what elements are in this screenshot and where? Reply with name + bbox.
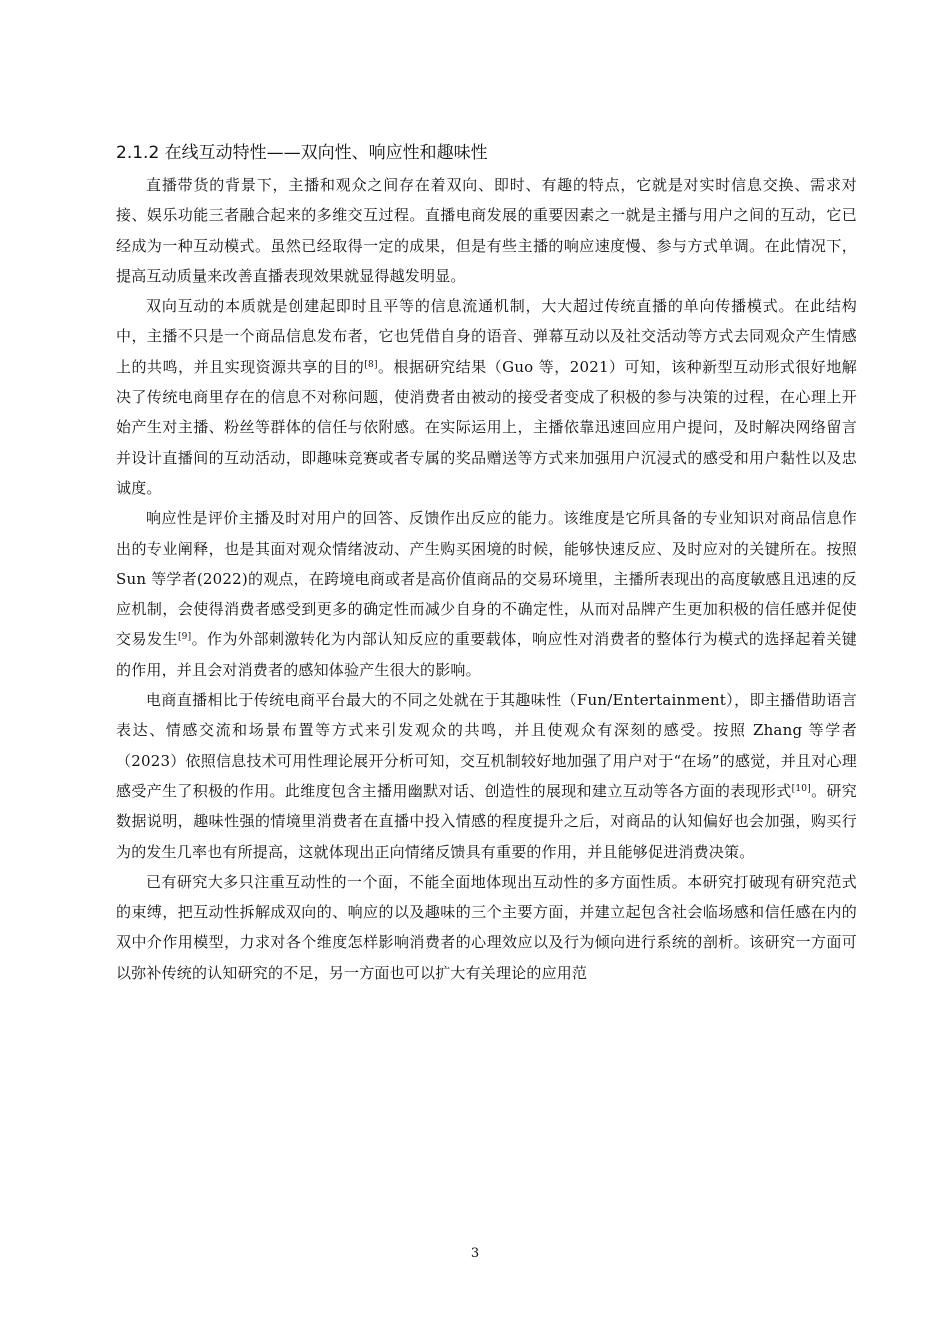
citation-ref: [10] xyxy=(791,783,811,794)
body-text xyxy=(116,170,857,988)
paragraph-entertainment xyxy=(116,685,857,867)
paragraph-intro xyxy=(116,170,857,291)
section-heading: 2.1.2 在线互动特性——双向性、响应性和趣味性 xyxy=(116,143,488,163)
paragraph-text: 已有研究大多只注重互动性的一个面，不能全面地体现出互动性的多方面性质。本研究打破现有研究范式的束缚，把互动性拆解成双向的、响应的以及趣味的三个主要方面，并建立起包含社会临场感和信任感在内的双中介作用模型，力求对各个维度怎样影响消费者的心理效应以及行为倾向进行系统的剖析。该研究一方面可以弥补传统的认知研究的不足，另一方面也可以扩大有关理论的应用范 xyxy=(116,872,857,982)
citation-ref: [9] xyxy=(177,632,192,643)
citation-ref: [8] xyxy=(364,359,378,370)
paragraph-text: 双向互动的本质就是创建起即时且平等的信息流通机制，大大超过传统直播的单向传播模式。在此结构中，主播不只是一个商品信息发布者，它也凭借自身的语音、弹幕互动以及社交活动等方式去同观众产生情感上的共鸣，并且实现资源共享的目的 xyxy=(116,297,857,376)
paragraph-text: 直播带货的背景下，主播和观众之间存在着双向、即时、有趣的特点，它就是对实时信息交换、需求对接、娱乐功能三者融合起来的多维交互过程。直播电商发展的重要因素之一就是主播与用户之间的互动，它已经成为一种互动模式。虽然已经取得一定的成果，但是有些主播的响应速度慢、参与方式单调。在此情况下，提高互动质量来改善直播表现效果就显得越发明显。 xyxy=(116,176,857,285)
paragraph-text: 响应性是评价主播及时对用户的回答、反馈作出反应的能力。该维度是它所具备的专业知识对商品信息作出的专业阐释，也是其面对观众情绪波动、产生购买困境的时候，能够快速反应、及时应对的关键所在。按照 Sun 等学者(2022)的观点，在跨境电商或者是高价值商品的交易环境里，主播所表现出的高度敏感且迅速的反应机制，会使得消费者感受到更多的确定性而减少自身的不确定性，从而对品牌产生更加积极的信任感并促使交易发生 xyxy=(116,509,857,649)
paragraph-summary xyxy=(116,867,857,988)
paragraph-text-continued: 。根据研究结果（Guo 等，2021）可知，该种新型互动形式很好地解决了传统电商里存在的信息不对称问题，使消费者由被动的接受者变成了积极的参与决策的过程，在心理上开始产生对主播、粉丝等群体的信任与依附感。在实际运用上，主播依靠迅速回应用户提问，及时解决网络留言并设计直播间的互动活动，即趣味竞赛或者专属的奖品赠送等方式来加强用户沉浸式的感受和用户黏性以及忠诚度。 xyxy=(116,357,858,497)
paragraph-bidirectional xyxy=(116,291,857,503)
paragraph-text-continued: 。研究数据说明，趣味性强的情境里消费者在直播中投入情感的程度提升之后，对商品的认知偏好也会加强，购买行为的发生几率也有所提高，这就体现出正向情绪反馈具有重要的作用，并且能够促进消费决策。 xyxy=(116,781,857,861)
paragraph-responsiveness xyxy=(116,503,857,685)
page-number: 3 xyxy=(470,1246,480,1261)
paragraph-text: 电商直播相比于传统电商平台最大的不同之处就在于其趣味性（Fun/Entertainment），即主播借助语言表达、情感交流和场景布置等方式来引发观众的共鸣，并且使观众有深刻的感受。按照 Zhang 等学者（2023）依照信息技术可用性理论展开分析可知，交互机制较好地加强了用户对于“在场”的感觉，并且对心理感受产生了积极的作用。此维度包含主播用幽默对话、创造性的展现和建立互动等各方面的表现形式 xyxy=(116,691,857,800)
paragraph-text-continued: 。作为外部刺激转化为内部认知反应的重要载体，响应性对消费者的整体行为模式的选择起着关键的作用，并且会对消费者的感知体验产生很大的影响。 xyxy=(116,630,857,679)
